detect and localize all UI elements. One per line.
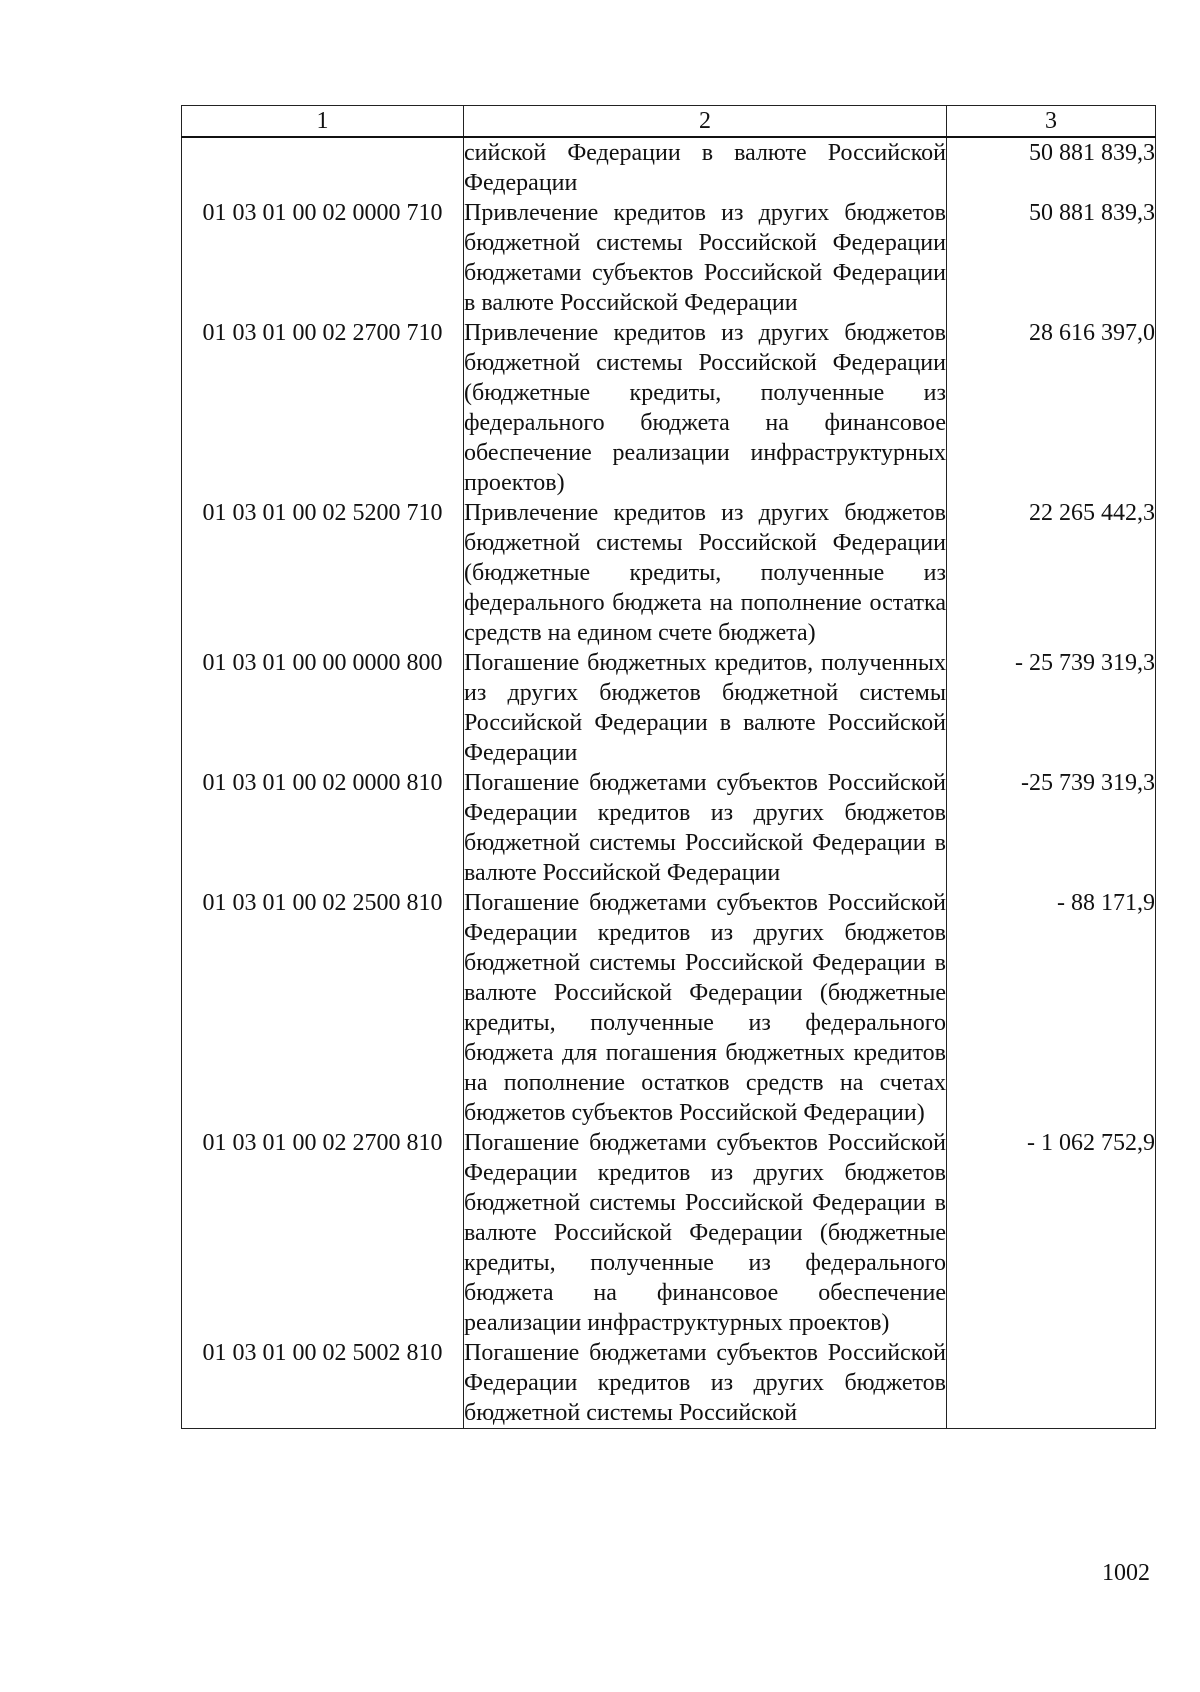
item-description: Погашение бюджетных кредитов, полученных из других бюджетов бюджетной системы Российской Федерации в валюте Российской Федерации	[464, 650, 946, 766]
budget-code: 01 03 01 00 00 0000 800	[182, 648, 464, 768]
table-header-row	[182, 106, 1156, 138]
table-row	[182, 498, 1156, 648]
budget-code	[182, 137, 464, 198]
budget-code: 01 03 01 00 02 5200 710	[182, 498, 464, 648]
item-description: Привлечение кредитов из других бюджетов бюджетной системы Российской Федерации бюджетами субъектов Российской Федерации в валюте Российской Федерации	[464, 200, 946, 316]
item-amount: - 88 171,9	[947, 888, 1156, 1128]
table-row	[182, 198, 1156, 318]
item-description: сийской Федерации в валюте Российской Федерации	[464, 137, 947, 198]
item-description: Погашение бюджетами субъектов Российской Федерации кредитов из других бюджетов бюджетной системы Российской	[464, 1338, 947, 1429]
budget-sources-table	[181, 105, 1156, 1429]
budget-code: 01 03 01 00 02 2500 810	[182, 888, 464, 1128]
table-row	[182, 768, 1156, 888]
item-amount: 28 616 397,0	[947, 318, 1156, 498]
item-amount: 22 265 442,3	[947, 498, 1156, 648]
budget-code: 01 03 01 00 02 5002 810	[182, 1338, 464, 1429]
page-number: 1002	[1102, 1560, 1150, 1586]
budget-code: 01 03 01 00 02 2700 810	[182, 1128, 464, 1338]
item-description: Погашение бюджетами субъектов Российской Федерации кредитов из других бюджетов бюджетной системы Российской Федерации в валюте Российской Федерации	[464, 770, 946, 886]
column-header-1: 1	[182, 106, 464, 138]
item-description: Привлечение кредитов из других бюджетов бюджетной системы Российской Федерации (бюджетные кредиты, полученные из федерального бюджета на пополнение остатка средств на едином счете бюджета)	[464, 500, 946, 646]
table-row	[182, 137, 1156, 198]
budget-code: 01 03 01 00 02 2700 710	[182, 318, 464, 498]
table-row	[182, 888, 1156, 1128]
budget-code: 01 03 01 00 02 0000 710	[182, 198, 464, 318]
table-row	[182, 318, 1156, 498]
item-description: Погашение бюджетами субъектов Российской Федерации кредитов из других бюджетов бюджетной системы Российской Федерации в валюте Российской Федерации (бюджетные кредиты, полученные из федерального бюджета на финансовое обеспечение реализации инфраструктурных проектов)	[464, 1130, 946, 1336]
table-row	[182, 1338, 1156, 1429]
item-description: Погашение бюджетами субъектов Российской Федерации кредитов из других бюджетов бюджетной системы Российской Федерации в валюте Российской Федерации (бюджетные кредиты, полученные из федерального бюджета для погашения бюджетных кредитов на пополнение остатков средств на счетах бюджетов субъектов Российской Федерации)	[464, 890, 946, 1126]
item-amount: 50 881 839,3	[947, 137, 1156, 198]
budget-code: 01 03 01 00 02 0000 810	[182, 768, 464, 888]
item-amount	[947, 1338, 1156, 1429]
item-amount: - 25 739 319,3	[947, 648, 1156, 768]
item-amount: - 1 062 752,9	[947, 1128, 1156, 1338]
table-row	[182, 1128, 1156, 1338]
column-header-2: 2	[464, 106, 947, 138]
item-amount: 50 881 839,3	[947, 198, 1156, 318]
item-amount: -25 739 319,3	[947, 768, 1156, 888]
table-row	[182, 648, 1156, 768]
item-description: Привлечение кредитов из других бюджетов бюджетной системы Российской Федерации (бюджетные кредиты, полученные из федерального бюджета на финансовое обеспечение реализации инфраструктурных проектов)	[464, 320, 946, 496]
column-header-3: 3	[947, 106, 1156, 138]
